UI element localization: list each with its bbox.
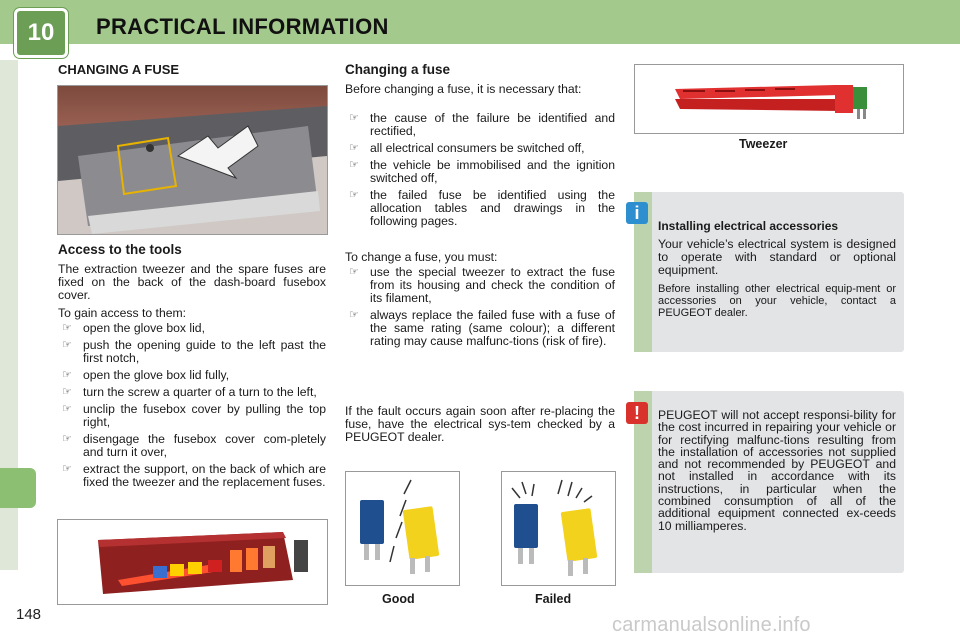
failed-fuse-image: [501, 471, 616, 586]
list-item: ☞ the cause of the failure be identified and rectified,: [349, 111, 615, 138]
glovebox-photo: [57, 85, 328, 235]
list-item: ☞ unclip the fusebox cover by pulling the top right,: [62, 402, 326, 429]
list-item: ☞ push the opening guide to the left past the first notch,: [62, 338, 326, 365]
info-body: Your vehicle’s electrical system is designed to operate with standard or optional equipment.: [658, 237, 896, 277]
failed-caption: Failed: [535, 592, 572, 606]
pointing-hand-icon: ☞: [62, 386, 72, 398]
list-item: ☞ the vehicle be immobilised and the ignition switched off,: [349, 158, 615, 185]
prerequisites-list: [345, 112, 615, 232]
chapter-tab[interactable]: [0, 468, 36, 508]
tweezer-image: [634, 64, 904, 134]
chapter-badge: 10: [14, 8, 68, 58]
list-item: ☞ extract the support, on the back of which are fixed the tweezer and the replacement fuses.: [62, 462, 326, 489]
pointing-hand-icon: ☞: [349, 159, 359, 171]
tweezer-caption: Tweezer: [739, 137, 788, 151]
list-item: ☞ open the glove box lid,: [62, 321, 205, 335]
pointing-hand-icon: ☞: [349, 142, 359, 154]
changing-fuse-intro: Before changing a fuse, it is necessary that:: [345, 82, 582, 96]
info-title: Installing electrical accessories: [658, 219, 839, 233]
list-item: ☞ all electrical consumers be switched off,: [349, 141, 585, 155]
access-steps: [58, 322, 326, 493]
pointing-hand-icon: ☞: [349, 189, 359, 201]
warning-body: PEUGEOT will not accept responsi-bility for the cost incurred in repairing your vehicle or for rectifying malfunc-tions resulting from the installation of accessories not supplied and not recommended by PEUGEOT and not installed in accordance with its instructions, in particular when the combined consumption of all of the additional equipment connected ex-ceeds 10 milliamperes.: [658, 408, 896, 533]
pointing-hand-icon: ☞: [349, 309, 359, 321]
page-title: PRACTICAL INFORMATION: [96, 14, 389, 39]
list-item: ☞ disengage the fusebox cover com-pletely and turn it over,: [62, 432, 326, 459]
list-item: ☞ open the glove box lid fully,: [62, 368, 230, 382]
pointing-hand-icon: ☞: [62, 339, 72, 351]
list-item: ☞ the failed fuse be identified using the allocation tables and drawings in the following pages.: [349, 188, 615, 228]
fault-note: If the fault occurs again soon after re-placing the fuse, have the electrical sys-tem checked by a PEUGEOT dealer.: [345, 404, 615, 444]
good-caption: Good: [382, 592, 415, 606]
good-fuse-image: [345, 471, 460, 586]
fuse-support-photo: [57, 519, 328, 605]
warning-icon: !: [626, 402, 648, 424]
pointing-hand-icon: ☞: [62, 463, 72, 475]
pointing-hand-icon: ☞: [349, 266, 359, 278]
page-number: 148: [16, 606, 42, 623]
pointing-hand-icon: ☞: [62, 433, 72, 445]
access-paragraph: The extraction tweezer and the spare fuses are fixed on the back of the dash-board fusebox cover.: [58, 262, 326, 302]
must-steps-list: [345, 266, 615, 352]
access-heading: Access to the tools: [58, 242, 182, 257]
info-note: Before installing other electrical equip-ment or accessories on your vehicle, contact a PEUGEOT dealer.: [658, 283, 896, 319]
list-item: ☞ turn the screw a quarter of a turn to the left,: [62, 385, 317, 399]
gain-access-intro: To gain access to them:: [58, 306, 187, 320]
pointing-hand-icon: ☞: [62, 322, 72, 334]
info-icon: i: [626, 202, 648, 224]
watermark: carmanualsonline.info: [612, 614, 811, 636]
pointing-hand-icon: ☞: [349, 112, 359, 124]
list-item: ☞ use the special tweezer to extract the fuse from its housing and check the condition of its filament,: [349, 265, 615, 305]
must-intro: To change a fuse, you must:: [345, 250, 498, 264]
section-title: CHANGING A FUSE: [58, 62, 180, 77]
list-item: ☞ always replace the failed fuse with a fuse of the same rating (same colour); a different rating may cause malfunc-tions (risk of fire).: [349, 308, 615, 348]
changing-fuse-heading: Changing a fuse: [345, 62, 451, 77]
pointing-hand-icon: ☞: [62, 403, 72, 415]
pointing-hand-icon: ☞: [62, 369, 72, 381]
